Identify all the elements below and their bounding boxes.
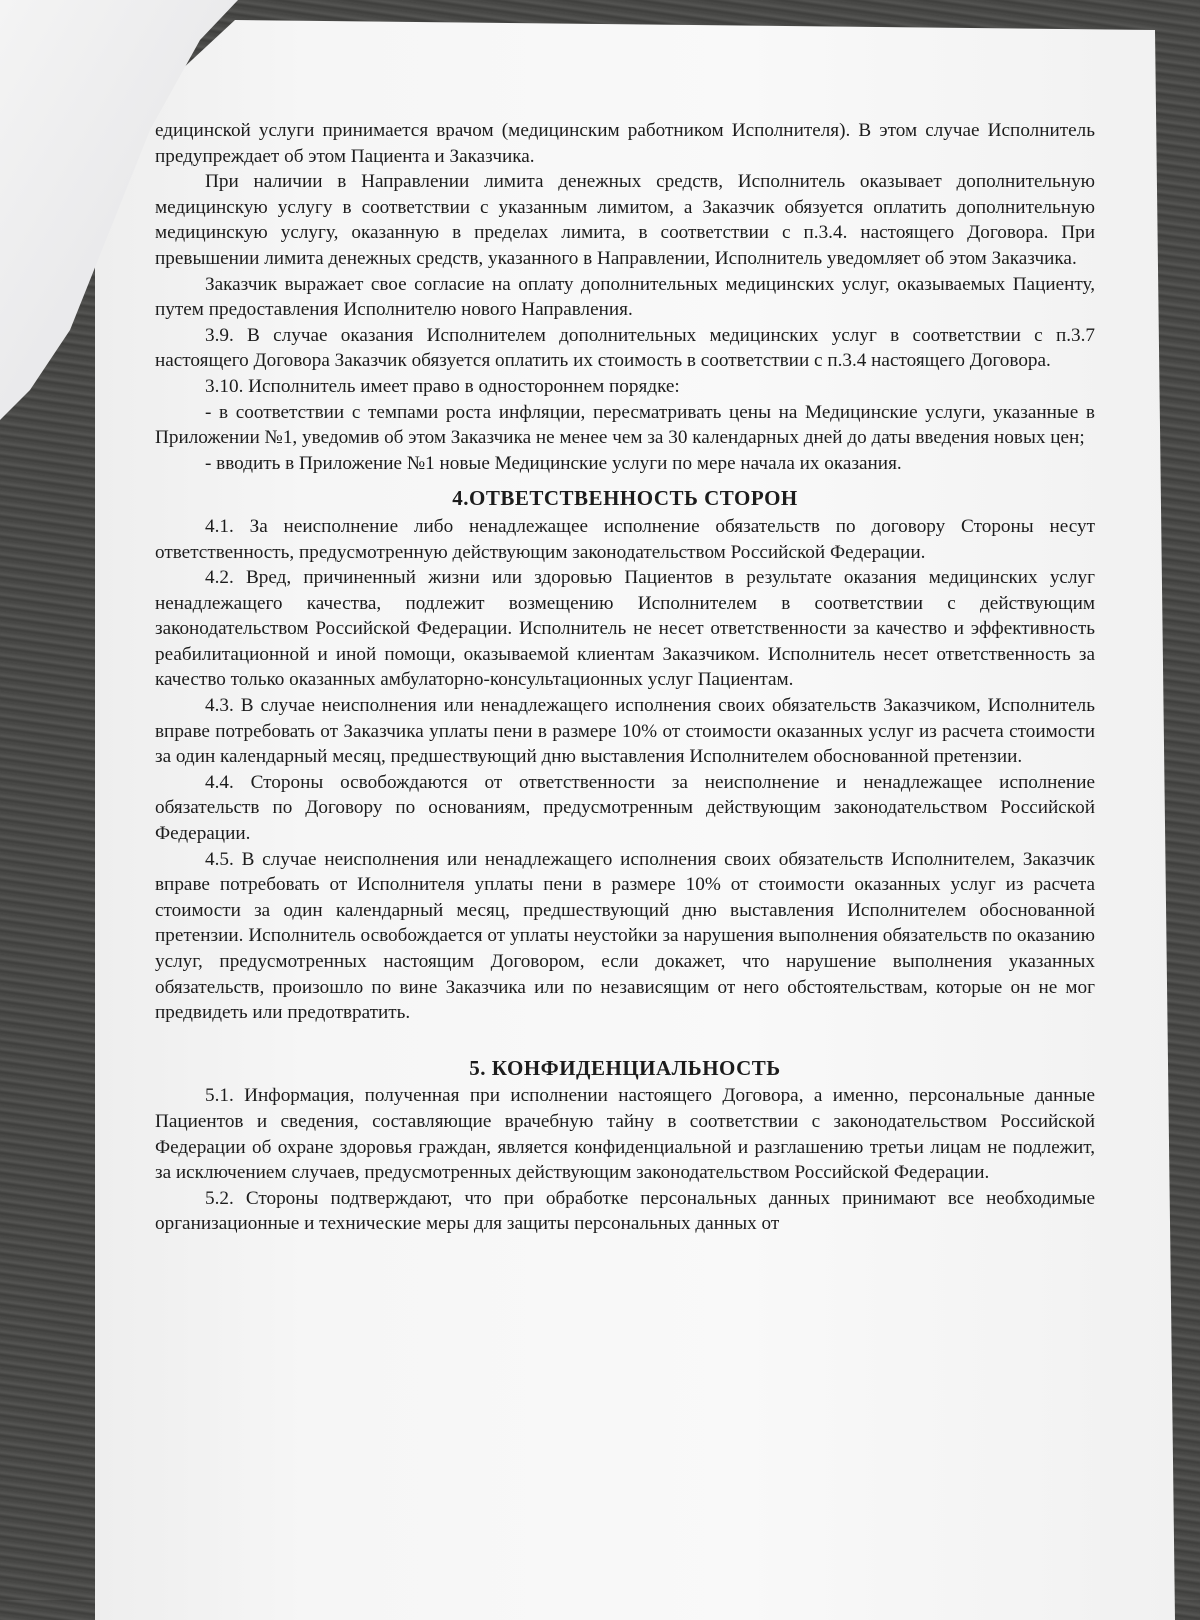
paragraph-4-5: 4.5. В случае неисполнения или ненадлежащего исполнения своих обязательств Исполнителем, Заказчик вправе потребовать от Исполнителя уплаты пени в размере 10% от стоимости оказанных услуг из расчета стоимости за один календарный месяц, предшествующий дню выставления Исполнителем обоснованной претензии. Исполнитель освобождается от уплаты неустойки за нарушения выполнения обязательств по оказанию услуг, предусмотренных настоящим Договором, если докажет, что нарушение выполнения указанных обязательств, произошло по вине Заказчика или по независящим от него обстоятельствам, которые он не мог предвидеть или предотвратить. bbox=[155, 848, 1095, 1024]
paragraph-4-1: 4.1. За неисполнение либо ненадлежащее исполнение обязательств по договору Стороны несут ответственность, предусмотренную действующим законодательством Российской Федерации. bbox=[155, 515, 1095, 563]
paragraph-4-2: 4.2. Вред, причиненный жизни или здоровью Пациентов в результате оказания медицинских услуг ненадлежащего качества, подлежит возмещению Исполнителем в соответствии с действующим законодательством Российской Федерации. Исполнитель не несет ответственности за качество и эффективность реабилитационной и иной помощи, оказываемой клиентам Заказчиком. Исполнитель несет ответственность за качество только оказанных амбулаторно-консультационных услуг Пациентам. bbox=[155, 567, 1095, 691]
paragraph-intro-1: При наличии в Направлении лимита денежных средств, Исполнитель оказывает дополнительную медицинскую услугу в соответствии с указанным лимитом, а Заказчик обязуется оплатить дополнительную медицинскую услугу, оказанную в пределах лимита, в соответствии с п.3.4. настоящего Договора. При превышении лимита денежных средств, указанного в Направлении, Исполнитель уведомляет об этом Заказчика. bbox=[155, 171, 1095, 269]
paragraph-5-1: 5.1. Информация, полученная при исполнении настоящего Договора, а именно, персональные данные Пациентов и сведения, составляющие врачебную тайну в соответствии с законодательством Российской Федерации об охране здоровья граждан, является конфиденциальной и разглашению третьи лицам не подлежит, за исключением случаев, предусмотренных действующим законодательством Российской Федерации. bbox=[155, 1085, 1095, 1184]
section-4-heading: 4.ОТВЕТСТВЕННОСТЬ СТОРОН bbox=[452, 486, 798, 511]
paragraph-intro-0: едицинской услуги принимается врачом (медицинским работником Исполнителя). В этом случае Исполнитель предупреждает об этом Пациента и Заказчика. bbox=[155, 120, 1095, 167]
document-text bbox=[155, 118, 1095, 1237]
paragraph-4-4: 4.4. Стороны освобождаются от ответственности за неисполнение и ненадлежащее исполнение обязательств по Договору по основаниям, предусмотренным действующим законодательством Российской Федерации. bbox=[155, 771, 1095, 845]
paragraph-intro-2: Заказчик выражает свое согласие на оплату дополнительных медицинских услуг, оказываемых Пациенту, путем предоставления Исполнителю нового Направления. bbox=[155, 273, 1095, 321]
paragraph-3-10-item-2: - вводить в Приложение №1 новые Медицинские услуги по мере начала их оказания. bbox=[205, 452, 902, 474]
section-5-heading: 5. КОНФИДЕНЦИАЛЬНОСТЬ bbox=[469, 1055, 781, 1080]
paragraph-3-10-item-1: - в соответствии с темпами роста инфляции, пересматривать цены на Медицинские услуги, указанные в Приложении №1, уведомив об этом Заказчика не менее чем за 30 календарных дней до даты введения новых цен; bbox=[155, 401, 1095, 449]
paragraph-3-9: 3.9. В случае оказания Исполнителем дополнительных медицинских услуг в соответствии с п.3.7 настоящего Договора Заказчик обязуется оплатить их стоимость в соответствии с п.3.4 настоящего Договора. bbox=[155, 324, 1095, 372]
paragraph-3-10: 3.10. Исполнитель имеет право в одностороннем порядке: bbox=[205, 375, 680, 397]
paragraph-5-2: 5.2. Стороны подтверждают, что при обработке персональных данных принимают все необходимые организационные и технические меры для защиты персональных данных от bbox=[155, 1187, 1095, 1235]
paragraph-4-3: 4.3. В случае неисполнения или ненадлежащего исполнения своих обязательств Заказчиком, Исполнитель вправе потребовать от Заказчика уплаты пени в размере 10% от стоимости оказанных услуг из расчета стоимости за один календарный месяц, предшествующий дню выставления Исполнителем обоснованной претензии. bbox=[155, 695, 1095, 768]
